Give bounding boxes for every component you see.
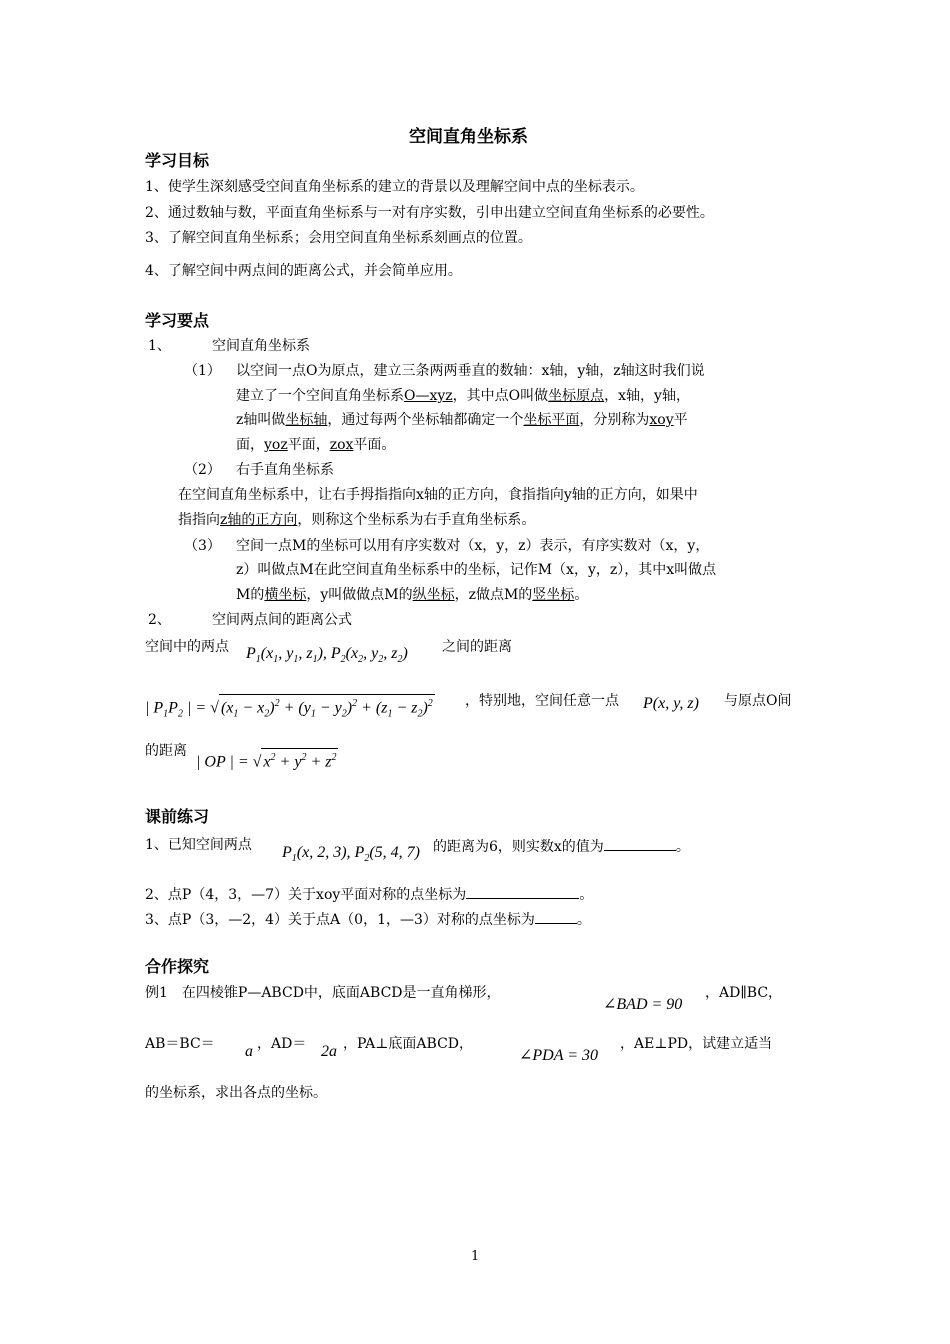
text-span: z轴叫做 bbox=[236, 412, 286, 428]
text-span: ，其中点O叫做 bbox=[452, 388, 549, 404]
paragraph-line bbox=[236, 436, 395, 454]
formula-exercise-points: $P_1(x$, 2, 3), $P_2(5$, 4, 7) bbox=[282, 844, 420, 865]
term-axis: 坐标轴 bbox=[285, 412, 328, 428]
item-number: （2） bbox=[184, 462, 221, 478]
exercise-line bbox=[433, 836, 690, 856]
paragraph-line bbox=[178, 511, 535, 529]
item-number: （1） bbox=[184, 363, 221, 379]
paragraph-line: 空间中的两点 bbox=[145, 639, 229, 655]
text-span: ，通过每两个坐标轴都确定一个 bbox=[327, 412, 524, 428]
term-z-positive: z轴的正方向 bbox=[220, 512, 298, 528]
formula-distance: | $P_1P_2$ | = √ $(x_1 - x_2)^2 + (y_1 - y_2)^2 + (z_1 - z_2)^2$ bbox=[145, 694, 435, 724]
text-span: ，x轴，y轴， bbox=[604, 388, 690, 404]
example-line: ，AE⊥PD，试建立适当 bbox=[620, 1036, 773, 1052]
paragraph-line: 的距离 bbox=[145, 743, 187, 759]
paragraph-line: ，特别地，空间任意一点 bbox=[465, 693, 619, 709]
example-line: AB＝BC＝ bbox=[145, 1036, 215, 1052]
exercise-line: 1、已知空间两点 bbox=[145, 837, 252, 853]
exercise-line bbox=[145, 909, 591, 929]
formula-two-points: $P_1(x_1$, $y_1$, $z_1$), $P_2(x_2$, $y_2$, $z_2$) bbox=[246, 645, 408, 666]
formula-angle-pda: ∠PDA = 30 bbox=[519, 1047, 599, 1064]
term-vertical-coordinate: 竖坐标 bbox=[532, 587, 575, 603]
formula-op: | OP | = √ $x^2 + y^2 + z^2$ bbox=[196, 748, 338, 771]
example-line: ，PA⊥底面ABCD， bbox=[343, 1036, 474, 1052]
paragraph-line: 空间一点M的坐标可以用有序实数对（x，y，z）表示，有序实数对（x，y， bbox=[236, 538, 710, 554]
text-span: ，y叫做做点M的 bbox=[306, 587, 413, 603]
paragraph-line: 以空间一点O为原点，建立三条两两垂直的数轴：x轴，y轴，z轴这时我们说 bbox=[236, 363, 705, 379]
text-span: 平面， bbox=[287, 437, 330, 453]
item-number: （3） bbox=[184, 538, 221, 554]
text-span: 。 bbox=[675, 839, 690, 855]
text-span: ，则称这个坐标系为右手直角坐标系。 bbox=[297, 512, 536, 528]
explore-heading: 合作探究 bbox=[145, 957, 210, 976]
example-line: 的坐标系，求出各点的坐标。 bbox=[145, 1085, 327, 1101]
text-span: 平 bbox=[673, 412, 688, 428]
term-zox: zox bbox=[329, 437, 354, 453]
example-line: ，AD＝ bbox=[257, 1036, 307, 1052]
section-title: 空间直角坐标系 bbox=[212, 338, 310, 354]
text-span: 。 bbox=[579, 887, 594, 903]
text-span: 。 bbox=[574, 587, 589, 603]
term-xoy: xoy bbox=[649, 412, 674, 428]
term-plane: 坐标平面 bbox=[523, 412, 580, 428]
term-coordinate-system: O—xyz bbox=[404, 388, 453, 404]
text-span: ，z做点M的 bbox=[454, 587, 533, 603]
text-span: 建立了一个空间直角坐标系 bbox=[236, 388, 404, 404]
exercise-line bbox=[145, 884, 593, 904]
answer-blank[interactable] bbox=[604, 836, 676, 851]
points-heading: 学习要点 bbox=[145, 311, 210, 330]
text-span: ，分别称为 bbox=[579, 412, 650, 428]
text-span: 平面。 bbox=[353, 437, 396, 453]
goal-item: 1、使学生深刻感受空间直角坐标系的建立的背景以及理解空间中点的坐标表示。 bbox=[145, 179, 644, 195]
term-yoz: yoz bbox=[264, 437, 288, 453]
practice-heading: 课前练习 bbox=[145, 807, 210, 826]
text-span: 。 bbox=[576, 912, 591, 928]
example-line: 例1 在四棱锥P—ABCD中，底面ABCD是一直角梯形， bbox=[145, 985, 501, 1001]
page-title: 空间直角坐标系 bbox=[409, 127, 528, 147]
text-span: 3、点P（3，—2，4）关于点A（0，1，—3）对称的点坐标为 bbox=[145, 912, 535, 928]
goal-item: 2、通过数轴与数，平面直角坐标系与一对有序实数，引申出建立空间直角坐标系的必要性。 bbox=[145, 205, 714, 221]
goal-item: 4、了解空间中两点间的距离公式，并会简单应用。 bbox=[145, 263, 462, 279]
goals-heading: 学习目标 bbox=[145, 151, 210, 170]
formula-angle-bad: ∠BAD = 90 bbox=[603, 996, 683, 1013]
paragraph-line bbox=[236, 411, 688, 429]
term-abscissa: 横坐标 bbox=[264, 587, 307, 603]
text-span: 指指向 bbox=[178, 512, 220, 528]
answer-blank[interactable] bbox=[535, 909, 577, 924]
goal-item: 3、了解空间直角坐标系；会用空间直角坐标系刻画点的位置。 bbox=[145, 230, 532, 246]
text-span: 2、点P（4，3，—7）关于xoy平面对称的点坐标为 bbox=[145, 887, 467, 903]
paragraph-line: 与原点O间 bbox=[724, 693, 792, 709]
formula-2a: 2a bbox=[321, 1043, 337, 1060]
paragraph-line bbox=[236, 387, 690, 405]
formula-a: a bbox=[245, 1043, 253, 1060]
text-span: 的距离为6，则实数x的值为 bbox=[433, 839, 604, 855]
answer-blank[interactable] bbox=[466, 884, 579, 899]
section-number: 1、 bbox=[148, 338, 171, 354]
formula-point-p: P(x, y, z) bbox=[643, 695, 699, 712]
section-number: 2、 bbox=[148, 612, 171, 628]
item-title: 右手直角坐标系 bbox=[236, 462, 334, 478]
term-ordinate: 纵坐标 bbox=[412, 587, 455, 603]
paragraph-line: z）叫做点M在此空间直角坐标系中的坐标，记作M（x，y，z），其中x叫做点 bbox=[236, 562, 717, 578]
paragraph-line: 在空间直角坐标系中，让右手拇指指向x轴的正方向，食指指向y轴的正方向，如果中 bbox=[178, 487, 698, 503]
text-span: M的 bbox=[236, 587, 265, 603]
paragraph-line bbox=[236, 586, 588, 604]
page-number: 1 bbox=[471, 1249, 480, 1264]
section-title: 空间两点间的距离公式 bbox=[212, 612, 352, 628]
text-span: 面， bbox=[236, 437, 264, 453]
term-origin: 坐标原点 bbox=[548, 388, 605, 404]
paragraph-line: 之间的距离 bbox=[442, 639, 512, 655]
example-line: ，AD∥BC， bbox=[705, 985, 783, 1001]
